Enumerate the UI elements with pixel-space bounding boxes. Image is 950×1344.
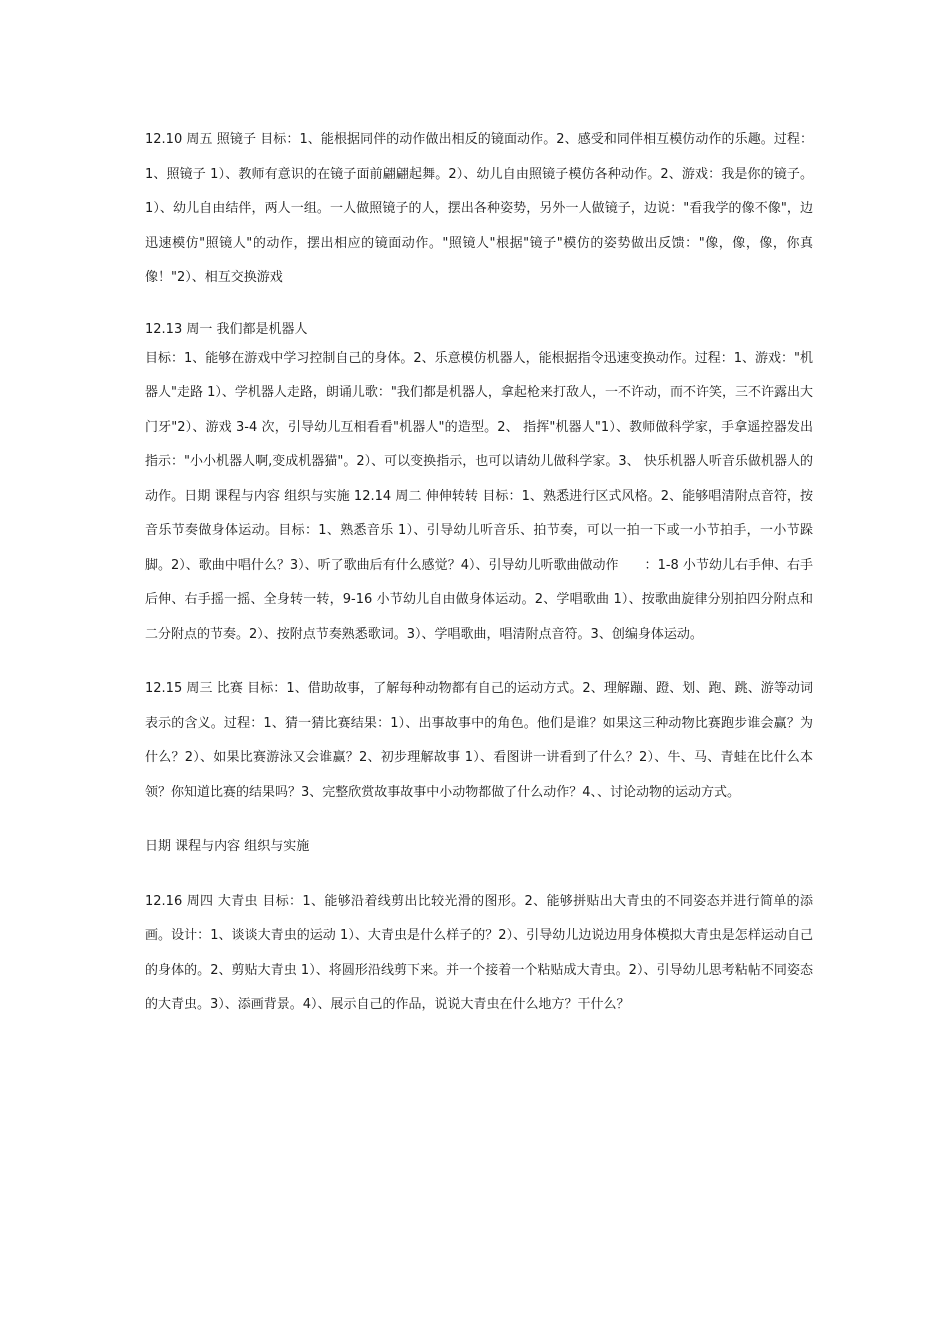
spacer xyxy=(145,865,813,885)
spacer xyxy=(145,296,813,318)
spacer xyxy=(145,652,813,672)
section-dec13-robots: 目标：1、能够在游戏中学习控制自己的身体。2、乐意模仿机器人，能根据指令迅速变换动作。过程：1、游戏："机器人"走路 1）、学机器人走路，朗诵儿歌："我们都是机器人，拿起枪来打敌人，一不许动，而不许笑，三不许露出大门牙"2）、游戏 3-4 次，引导幼儿互相看看"机器人"的造型。2、 指挥"机器人"1）、教师做科学家，手拿遥控器发出指示："小小机器人啊,变成机器猫"。2）、可以变换指示，也可以请幼儿做科学家。3、 快乐机器人听音乐做机器人的动作。日期 课程与内容 组织与实施 12.14 周二 伸伸转转 目标：1、熟悉进行区式风格。2、能够唱清附点音符，按音乐节奏做身体运动。目标：1、熟悉音乐 1）、引导幼儿听音乐、拍节奏，可以一拍一下或一小节拍手，一小节跺脚。2）、歌曲中唱什么？3）、听了歌曲后有什么感觉？4）、引导幼儿听歌曲做动作 ：1-8 小节幼儿右手伸、右手后伸、右手摇一摇、全身转一转，9-16 小节幼儿自由做身体运动。2、学唱歌曲 1）、按歌曲旋律分别拍四分附点和二分附点的节奏。2）、按附点节奏熟悉歌词。3）、学唱歌曲，唱清附点音符。3、创编身体运动。 xyxy=(145,350,813,642)
spacer xyxy=(145,810,813,830)
section-dec10-mirror: 12.10 周五 照镜子 目标：1、能根据同伴的动作做出相反的镜面动作。2、感受和同伴相互模仿动作的乐趣。过程：1、照镜子 1）、教师有意识的在镜子面前翩翩起舞。2）、幼儿自由照镜子模仿各种动作。2、游戏：我是你的镜子。1）、幼儿自由结伴，两人一组。一人做照镜子的人，摆出各种姿势，另外一人做镜子，边说："看我学的像不像"，边迅速模仿"照镜人"的动作，摆出相应的镜面动作。"照镜人"根据"镜子"模仿的姿势做出反馈："像，像，像，你真像！"2）、相互交换游戏 xyxy=(145,132,813,285)
section-dec13-title: 12.13 周一 我们都是机器人 xyxy=(145,321,308,337)
section-dec16-caterpillar: 12.16 周四 大青虫 目标：1、能够沿着线剪出比较光滑的图形。2、能够拼贴出大青虫的不同姿态并进行简单的添画。设计：1、谈谈大青虫的运动 1）、大青虫是什么样子的？2）、引导幼儿边说边用身体模拟大青虫是怎样运动自己的身体的。2、剪贴大青虫 1）、将圆形沿线剪下来。并一个接着一个粘贴成大青虫。2）、引导幼儿思考粘帖不同姿态的大青虫。3）、添画背景。4）、展示自己的作品，说说大青虫在什么地方？干什么？ xyxy=(145,893,813,1012)
document-page xyxy=(145,123,813,1023)
section-dec15-race: 12.15 周三 比赛 目标：1、借助故事，了解每种动物都有自己的运动方式。2、理解蹦、蹬、划、跑、跳、游等动词表示的含义。过程：1、猜一猜比赛结果：1）、出事故事中的角色。他们是谁？如果这三种动物比赛跑步谁会赢？为什么？2）、如果比赛游泳又会谁赢？2、初步理解故事 1）、看图讲一讲看到了什么？2）、牛、马、青蛙在比什么本领？你知道比赛的结果吗？3、完整欣赏故事故事中小动物都做了什么动作？4、、讨论动物的运动方式。 xyxy=(145,681,813,800)
table-header-line: 日期 课程与内容 组织与实施 xyxy=(145,839,310,854)
